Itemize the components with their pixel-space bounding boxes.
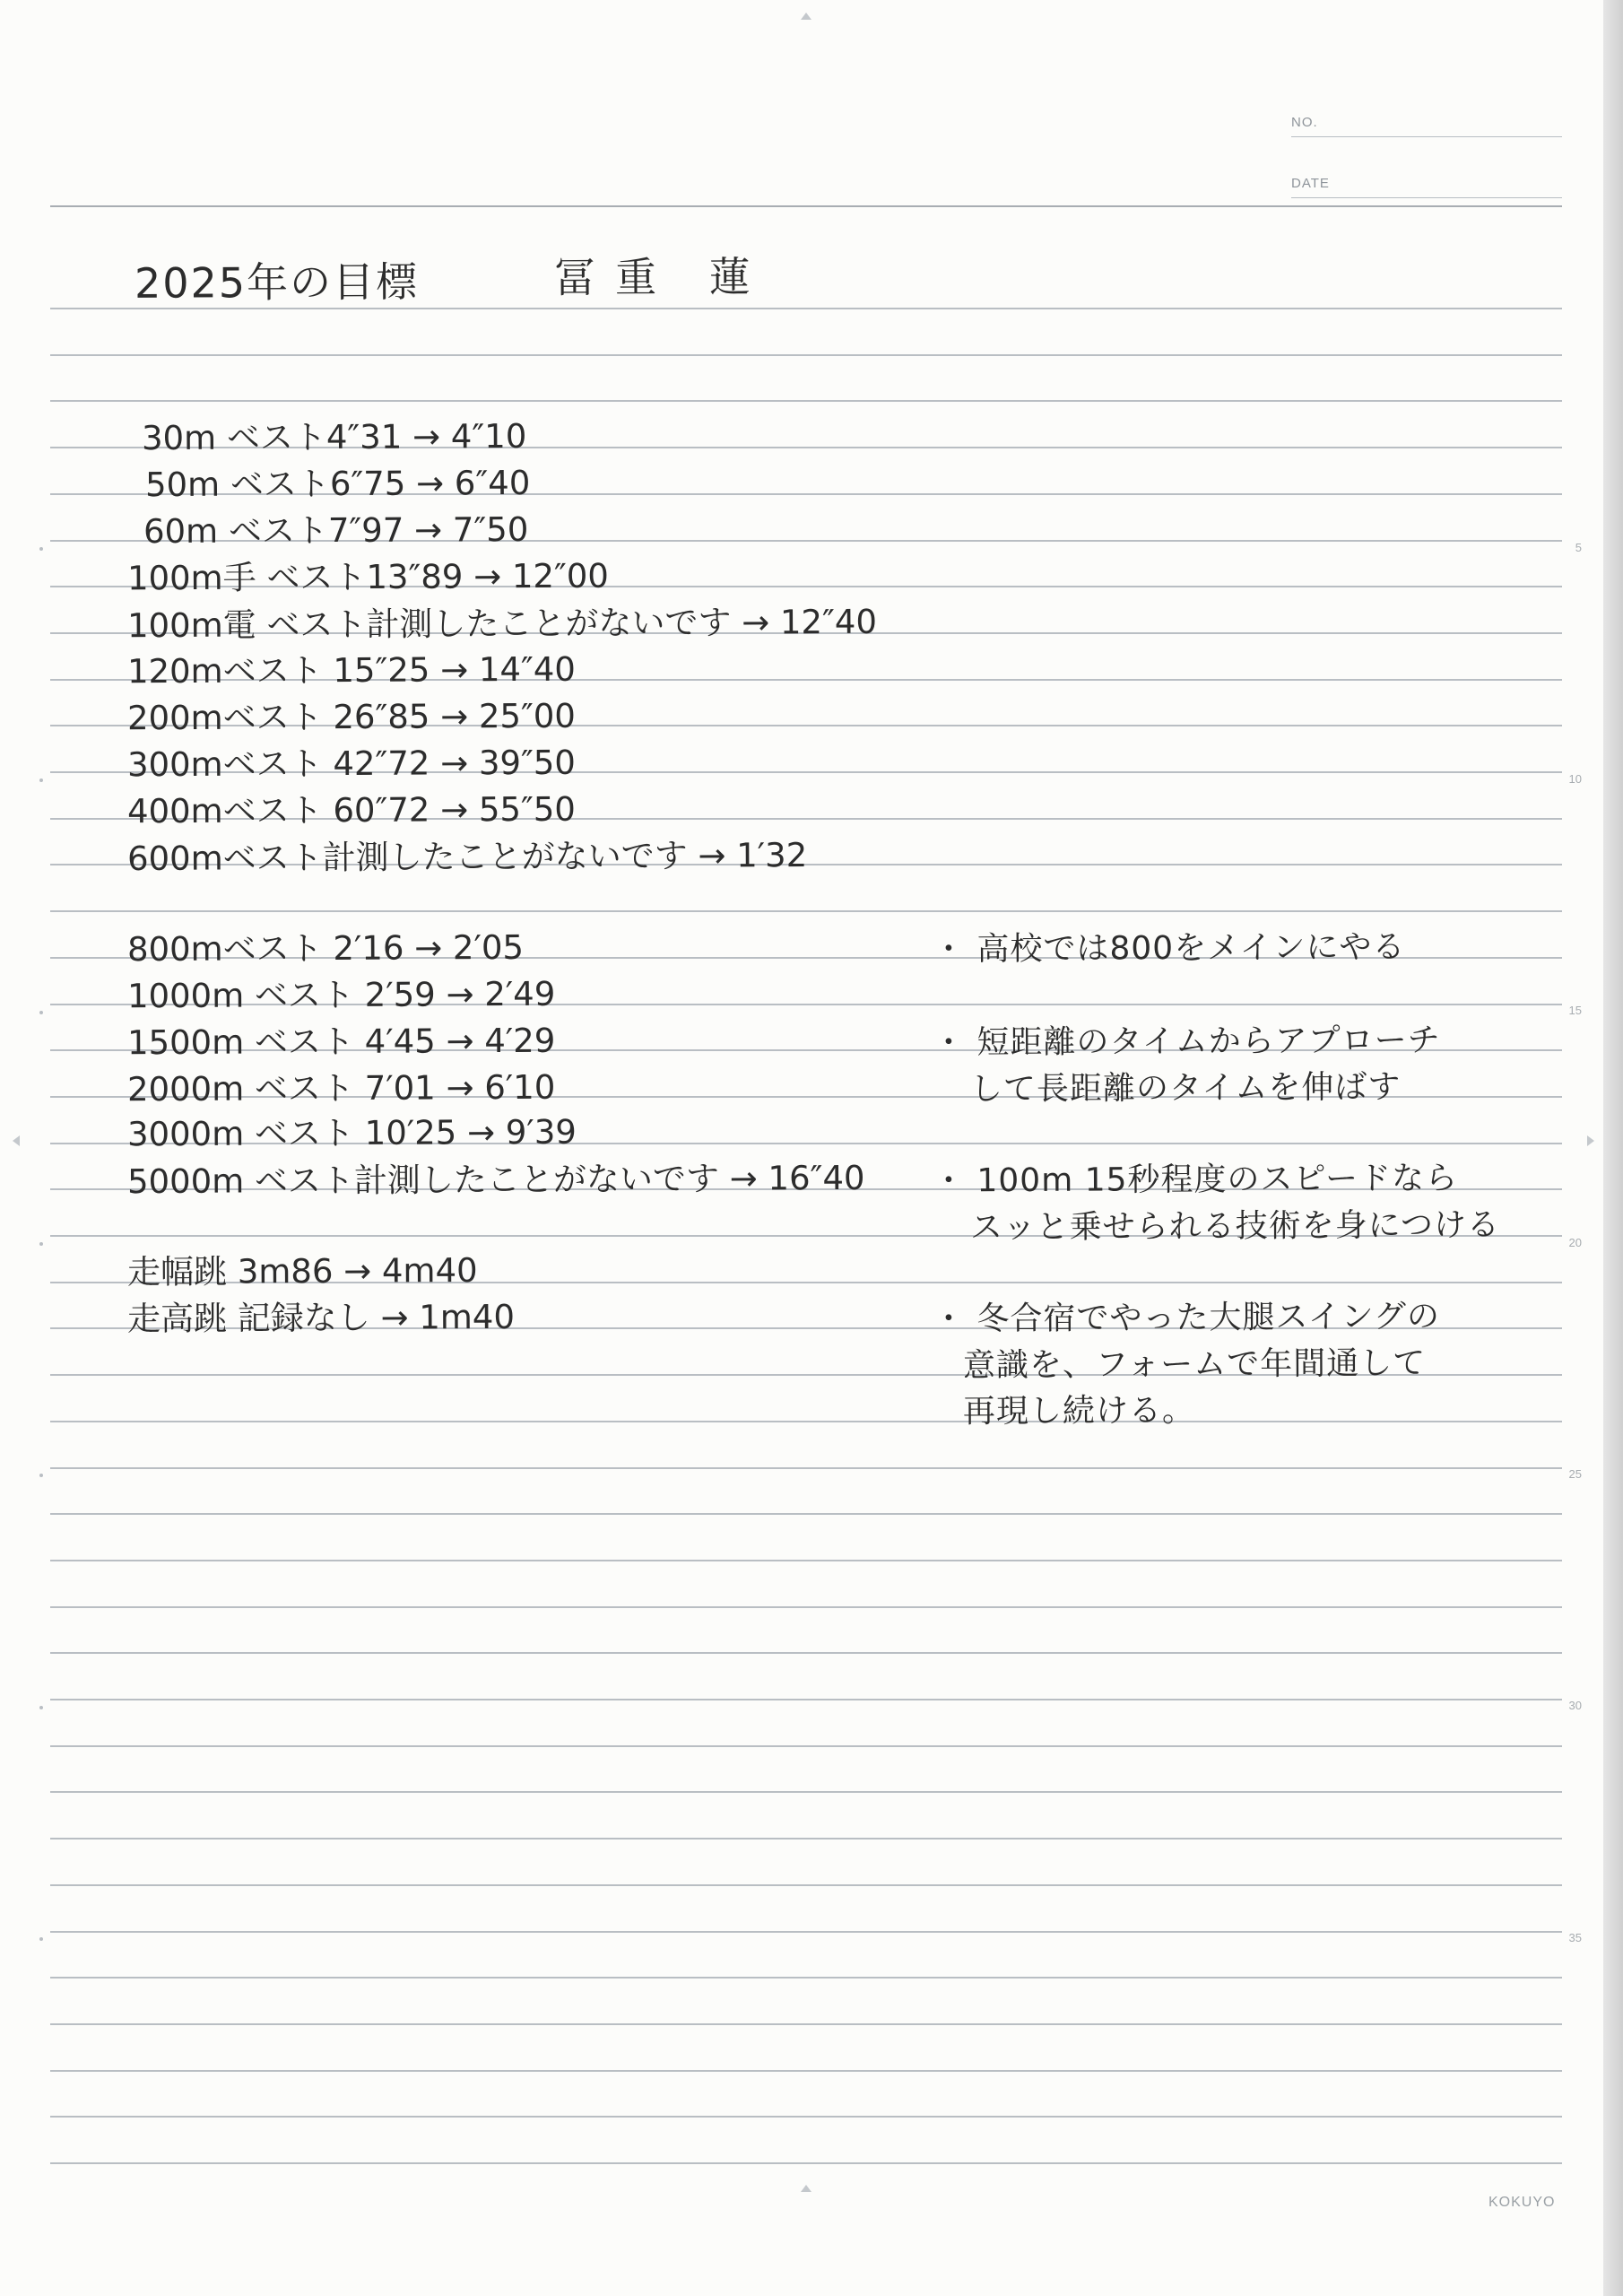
ruled-line	[50, 1652, 1562, 1654]
margin-dot	[39, 1706, 43, 1709]
author-name: 冨重 蓮	[553, 252, 770, 302]
note-line: 意識を、フォームで年間通して	[962, 1344, 1427, 1385]
record-line: 100m電 ベスト計測したことがないです → 12″40	[126, 602, 878, 646]
ruled-line	[50, 1421, 1562, 1422]
page-edge	[1603, 0, 1623, 2296]
note-line: スッと乗せられる技術を身につける	[969, 1206, 1501, 1247]
ruled-line	[50, 2116, 1562, 2118]
ruled-line	[50, 1745, 1562, 1747]
ruled-line	[50, 400, 1562, 402]
record-line: 400mベスト 60″72 → 55″50	[126, 789, 577, 831]
line-number: 30	[1568, 1699, 1582, 1712]
line-number: 20	[1568, 1236, 1582, 1249]
page-title: 2025年の目標	[134, 257, 420, 308]
brand-logo: KOKUYO	[1488, 2195, 1556, 2210]
left-center-mark	[13, 1135, 20, 1146]
ruled-line	[50, 910, 1562, 912]
ruled-line	[50, 2162, 1562, 2164]
line-number: 10	[1568, 772, 1582, 786]
top-center-mark	[801, 13, 812, 20]
right-center-mark	[1587, 1135, 1594, 1146]
record-line: 1000m ベスト 2′59 → 2′49	[126, 974, 556, 1016]
ruled-line	[50, 1560, 1562, 1561]
record-line: 走高跳 記録なし → 1m40	[126, 1297, 516, 1339]
record-line: 5000m ベスト計測したことがないです → 16″40	[126, 1158, 865, 1202]
top-rule	[50, 205, 1562, 207]
margin-dot	[39, 1242, 43, 1246]
record-line: 1500m ベスト 4′45 → 4′29	[126, 1021, 556, 1063]
note-line: 再現し続ける。	[962, 1392, 1196, 1431]
line-number: 5	[1575, 541, 1582, 554]
margin-dot	[39, 1937, 43, 1941]
line-number: 25	[1568, 1467, 1582, 1481]
ruled-line	[50, 1791, 1562, 1793]
record-line: 60m ベスト7″97 → 7″50	[143, 509, 529, 552]
bottom-center-mark	[801, 2185, 812, 2192]
no-field: NO.	[1291, 115, 1562, 137]
record-line: 120mベスト 15″25 → 14″40	[126, 649, 577, 691]
ruled-line	[50, 1606, 1562, 1608]
record-line: 800mベスト 2′16 → 2′05	[126, 927, 525, 970]
ruled-line	[50, 1884, 1562, 1886]
ruled-line	[50, 354, 1562, 356]
note-line: ・ 高校では800をメインにやる	[932, 928, 1406, 969]
margin-dot	[39, 1474, 43, 1477]
margin-dot	[39, 1011, 43, 1014]
record-line: 30m ベスト4″31 → 4″10	[141, 416, 527, 458]
record-line: 600mベスト計測したことがないです → 1′32	[126, 836, 808, 878]
record-line: 2000m ベスト 7′01 → 6′10	[126, 1067, 556, 1109]
margin-dot	[39, 778, 43, 782]
margin-dot	[39, 547, 43, 551]
record-line: 200mベスト 26″85 → 25″00	[126, 696, 577, 738]
ruled-line	[50, 1977, 1562, 1979]
ruled-line	[50, 1838, 1562, 1839]
ruled-line	[50, 1931, 1562, 1933]
ruled-line	[50, 2070, 1562, 2072]
ruled-line	[50, 308, 1562, 309]
note-line: して長距離のタイムを伸ばす	[969, 1068, 1402, 1109]
date-field: DATE	[1291, 176, 1562, 198]
line-number: 15	[1568, 1004, 1582, 1017]
note-line: ・ 100m 15秒程度のスピードなら	[932, 1160, 1459, 1200]
ruled-line	[50, 2023, 1562, 2025]
record-line: 走幅跳 3m86 → 4m40	[126, 1250, 478, 1292]
record-line: 3000m ベスト 10′25 → 9′39	[126, 1112, 577, 1154]
ruled-line	[50, 1467, 1562, 1469]
record-line: 50m ベスト6″75 → 6″40	[144, 463, 531, 505]
note-line: ・ 短距離のタイムからアプローチ	[932, 1022, 1441, 1062]
record-line: 100m手 ベスト13″89 → 12″00	[126, 556, 610, 598]
line-number: 35	[1568, 1931, 1582, 1944]
ruled-line	[50, 1699, 1562, 1700]
record-line: 300mベスト 42″72 → 39″50	[126, 743, 577, 785]
ruled-line	[50, 1513, 1562, 1515]
note-line: ・ 冬合宿でやった大腿スイングの	[932, 1298, 1441, 1338]
